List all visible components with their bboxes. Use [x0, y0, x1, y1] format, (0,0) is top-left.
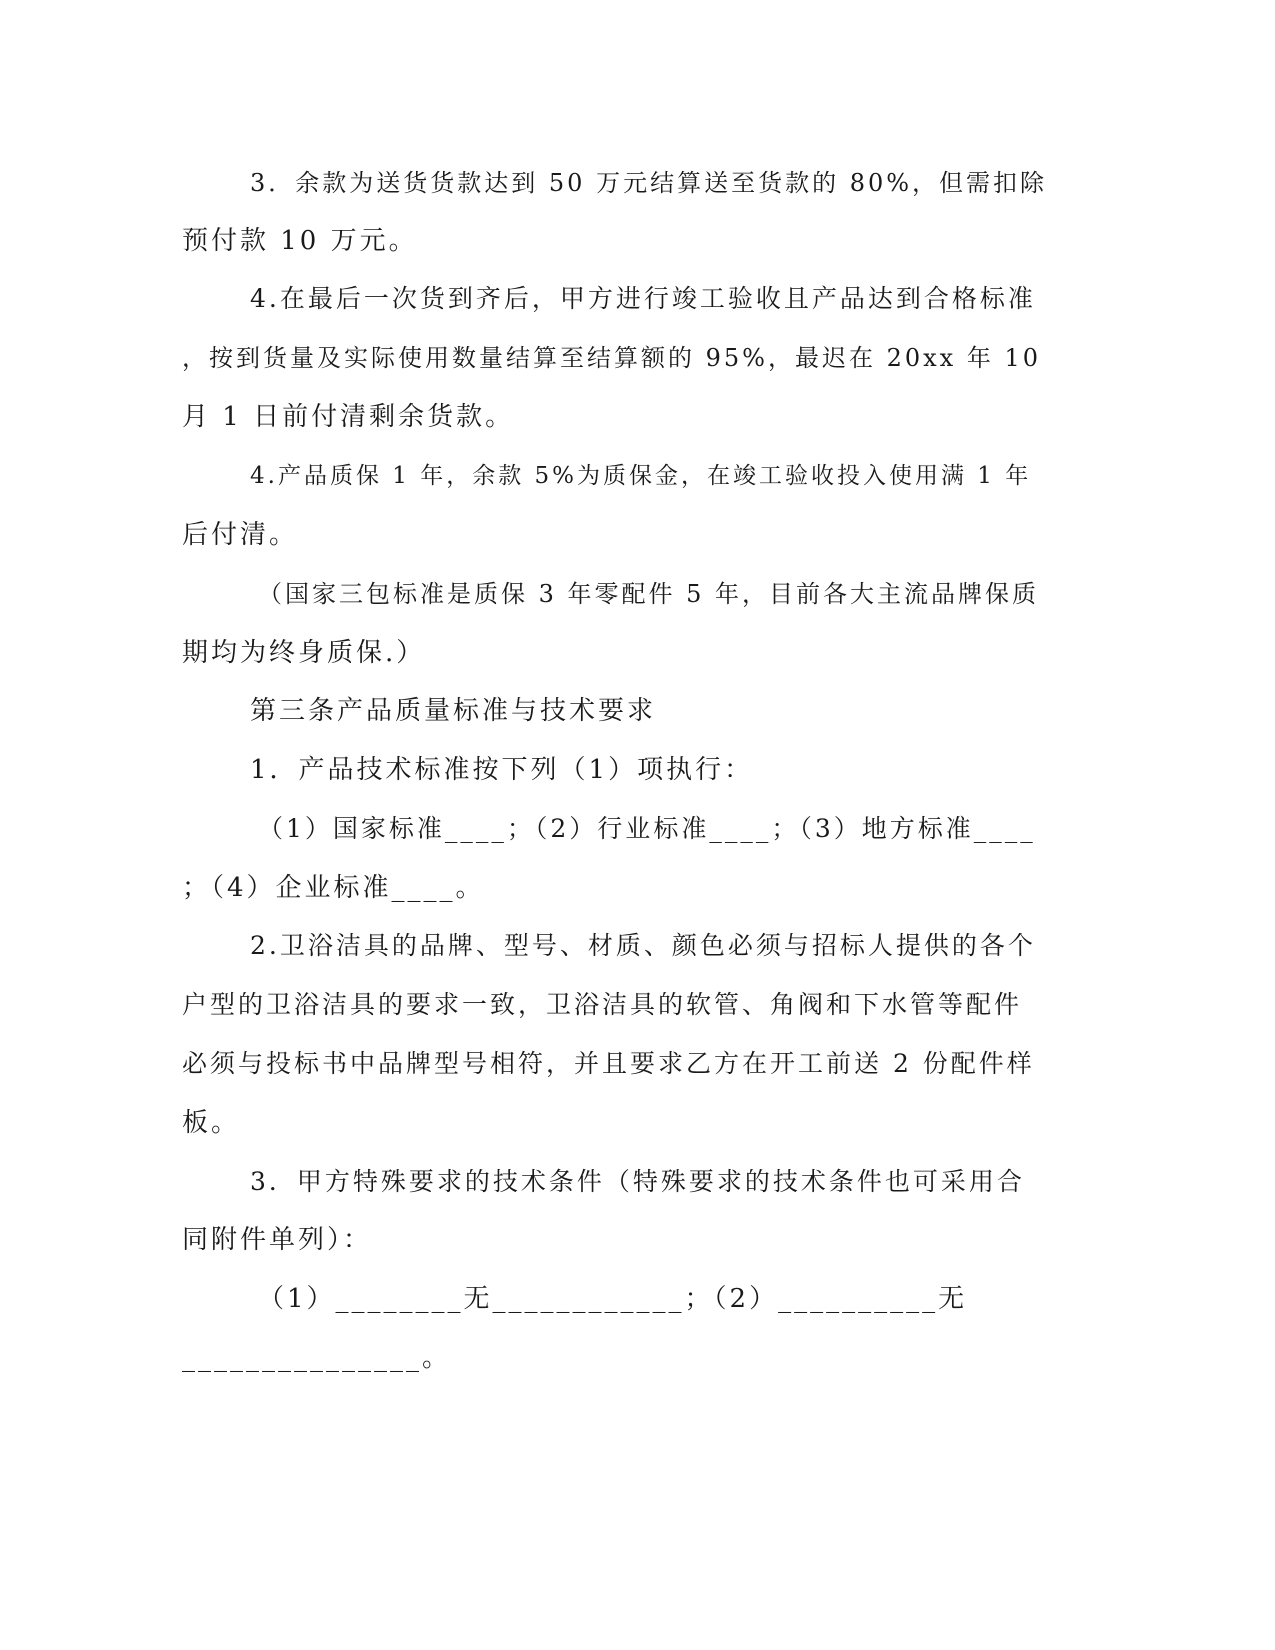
- paragraph-line: 3．余款为送货货款达到 50 万元结算送至货款的 80%，但需扣除: [250, 169, 1048, 197]
- paragraph-line: 4.在最后一次货到齐后，甲方进行竣工验收且产品达到合格标准: [250, 284, 1036, 313]
- paragraph-line: （1）________无____________；（2）__________无: [258, 1284, 968, 1314]
- paragraph-line: 同附件单列）：: [182, 1225, 373, 1255]
- paragraph-line: 1．产品技术标准按下列（1）项执行：: [250, 755, 754, 785]
- paragraph-line: 必须与投标书中品牌型号相符，并且要求乙方在开工前送 2 份配件样: [182, 1049, 1035, 1078]
- paragraph-line: 户型的卫浴洁具的要求一致，卫浴洁具的软管、角阀和下水管等配件: [182, 990, 1023, 1019]
- paragraph-line: 2.卫浴洁具的品牌、型号、材质、颜色必须与招标人提供的各个: [250, 931, 1036, 960]
- paragraph-line: 4.产品质保 1 年，余款 5%为质保金，在竣工验收投入使用满 1 年: [250, 463, 1032, 489]
- paragraph-line: 3．甲方特殊要求的技术条件（特殊要求的技术条件也可采用合: [250, 1167, 1025, 1196]
- paragraph-line: 板。: [182, 1108, 241, 1138]
- paragraph-line: _______________。: [182, 1343, 452, 1373]
- section-heading: 第三条产品质量标准与技术要求: [250, 696, 657, 726]
- paragraph-line: ，按到货量及实际使用数量结算至结算额的 95%，最迟在 20xx 年 10: [182, 344, 1042, 372]
- paragraph-line: 后付清。: [182, 520, 299, 550]
- paragraph-line: 预付款 10 万元。: [182, 226, 418, 256]
- paragraph-line: （国家三包标准是质保 3 年零配件 5 年，目前各大主流品牌保质: [258, 580, 1040, 608]
- paragraph-line: （1）国家标准____；（2）行业标准____；（3）地方标准____: [258, 814, 1036, 843]
- paragraph-line: 期均为终身质保.）: [182, 638, 426, 668]
- paragraph-line: 月 1 日前付清剩余货款。: [182, 402, 515, 432]
- paragraph-line: ；（4）企业标准____。: [182, 873, 485, 903]
